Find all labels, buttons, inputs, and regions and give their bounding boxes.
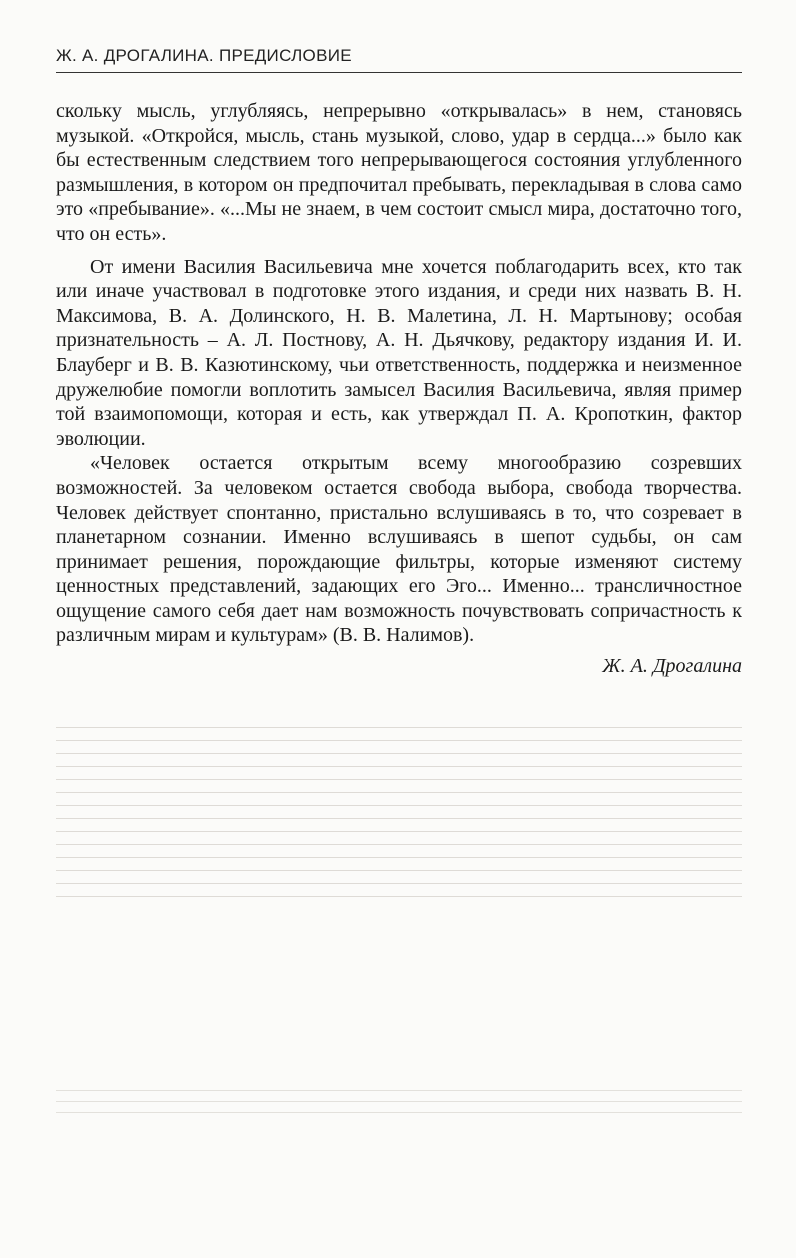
author-signature: Ж. А. Дрогалина — [602, 655, 742, 678]
main-text — [56, 99, 742, 679]
running-head: Ж. А. ДРОГАЛИНА. ПРЕДИСЛОВИЕ — [56, 46, 352, 65]
paragraph-acknowledgements: От имени Василия Васильевича мне хочется поблагодарить всех, кто так или иначе участвовал в подготовке этого издания, и среди них назвать В. Н. Максимова, В. А. Долинского, Н. В. Малетина, Л. Н. Мартынову; особая признательность – А. Л. Постнову, А. Н. Дьячкову, редактору издания И. И. Блауберг и В. В. Казютинскому, чьи ответственность, поддержка и неизменное дружелюбие помогли воплотить замысел Василия Васильевича, являя пример той взаимопомощи, которая и есть, как утверждал П. А. Кропоткин, фактор эволюции. — [56, 255, 742, 450]
header-rule — [56, 72, 742, 73]
bleed-through-footnote — [56, 1080, 742, 1123]
bleed-through-background — [56, 716, 742, 1056]
paragraph-quotation: «Человек остается открытым всему многообразию созревших возможностей. За человеком остается свобода выбора, свобода творчества. Человек действует спонтанно, пристально вслушиваясь в то, что созревает в планетарном сознании. Именно вслушиваясь в шепот судьбы, он сам принимает решения, порождающие фильтры, которые изменяют систему ценностных представлений, задающих его Эго... Именно... трансличностное ощущение самого себя дает нам возможность почувствовать сопричастность к различным мирам и культурам» (В. В. Налимов). — [56, 452, 742, 647]
paragraph-continuation: скольку мысль, углубляясь, непрерывно «открывалась» в нем, становясь музыкой. «Откройся, мысль, стань музыкой, слово, удар в сердца...» было как бы естественным следствием того непрерывающегося состояния углубленного размышления, в котором он предпочитал пребывать, перекладывая в слова само это «пребывание». «...Мы не знаем, в чем состоит смысл мира, достаточно того, что он есть». — [56, 100, 742, 245]
